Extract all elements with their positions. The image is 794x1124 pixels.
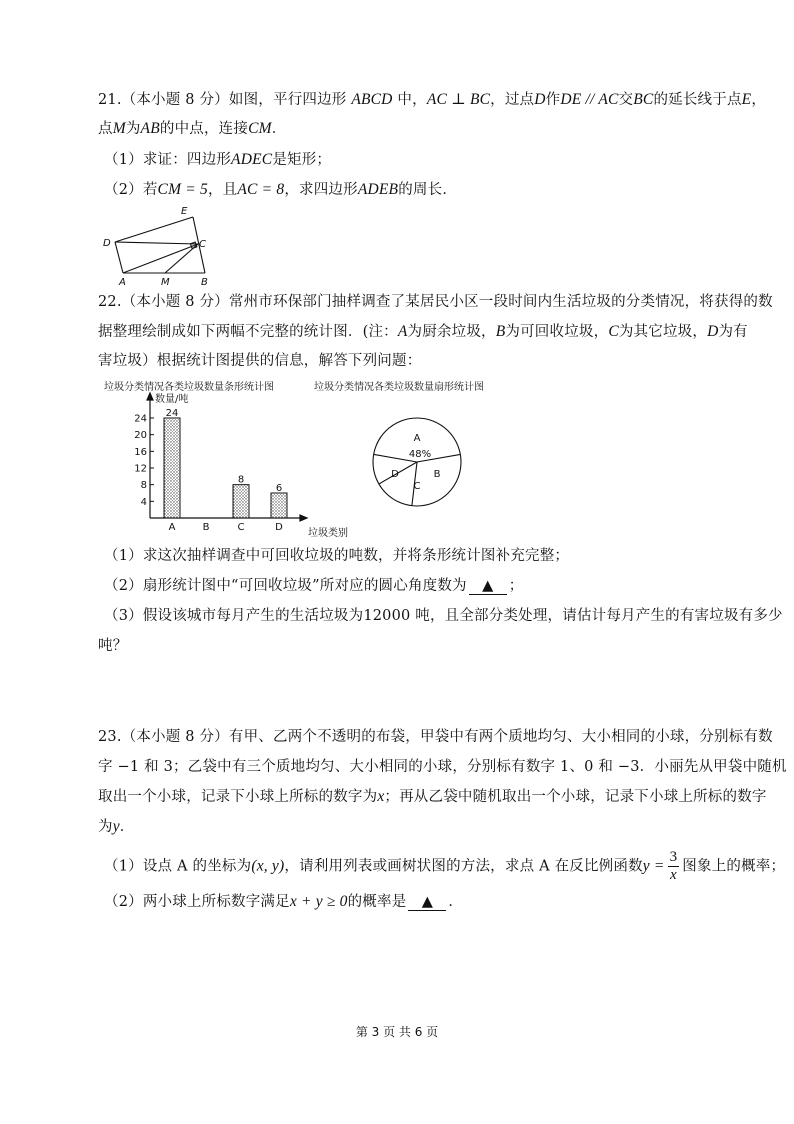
q22-part-3: （3）假设该城市每月产生的生活垃圾为12000 吨，且全部分类处理，请估计每月产生的有害垃圾有多少 bbox=[104, 608, 783, 624]
answer-blank: ▲ bbox=[408, 895, 446, 911]
parallelogram-figure bbox=[95, 203, 225, 288]
segment-da bbox=[115, 242, 123, 273]
q21-line-2: 点M为AB的中点，连接CM． bbox=[98, 120, 287, 137]
q22-part-3-cont: 吨？ bbox=[98, 638, 128, 654]
q22-line-2: 据整理绘制成如下两幅不完整的统计图．(注：A为厨余垃圾，B为可回收垃圾，C为其它垃圾，D为有 bbox=[98, 323, 748, 340]
q23-line-2: 字 −1 和 3；乙袋中有三个质地均匀、大小相同的小球，分别标有数字 1、0 和 −3．小丽先从甲袋中随机 bbox=[98, 759, 787, 775]
x-tick-label: B bbox=[202, 522, 210, 533]
label-e: E bbox=[181, 206, 188, 217]
bar-chart-caption: 垃圾分类情况各类垃圾数量条形统计图 bbox=[104, 382, 274, 393]
bar-chart-ylabel: 数量/吨 bbox=[155, 394, 189, 405]
bar-chart-xlabel: 垃圾类别 bbox=[308, 528, 348, 539]
bar-chart bbox=[110, 390, 380, 540]
bar-value-label: 6 bbox=[275, 483, 283, 494]
label-c: C bbox=[199, 239, 206, 250]
pie-label-B: B bbox=[433, 469, 441, 480]
label-d: D bbox=[103, 238, 111, 249]
y-tick-label: 24 bbox=[134, 413, 147, 425]
q23-part-2: （2）两小球上所标数字满足x + y ≥ 0的概率是 ▲ ． bbox=[104, 893, 464, 910]
segment-dc bbox=[115, 242, 198, 244]
pie-chart-caption: 垃圾分类情况各类垃圾数量扇形统计图 bbox=[314, 382, 484, 393]
pie-label-A: A bbox=[413, 433, 421, 444]
y-tick-label: 8 bbox=[140, 480, 147, 492]
label-m: M bbox=[161, 277, 170, 288]
y-tick-label: 12 bbox=[134, 463, 147, 475]
q22-line-3: 害垃圾）根据统计图提供的信息，解答下列问题： bbox=[98, 353, 422, 369]
bar-value-label: 8 bbox=[237, 474, 245, 486]
x-tick-label: D bbox=[275, 522, 283, 533]
pie-chart bbox=[370, 405, 470, 520]
q23-line-1: 23.（本小题 8 分）有甲、乙两个不透明的布袋，甲袋中有两个质地均匀、大小相同的小球，分别标有数 bbox=[98, 729, 773, 745]
q22-line-1: 22.（本小题 8 分）常州市环保部门抽样调查了某居民小区一段时间内生活垃圾的分类情况，将获得的数 bbox=[98, 294, 773, 310]
answer-blank: ▲ bbox=[469, 579, 507, 595]
x-axis-arrow bbox=[300, 515, 307, 521]
bar-A bbox=[164, 418, 180, 518]
fraction-3-over-x: $\frac{3}{x}$ bbox=[669, 849, 678, 883]
label-a: A bbox=[119, 277, 126, 288]
q21-part-1: （1）求证：四边形ADEC是矩形； bbox=[104, 151, 332, 168]
y-tick-label: 16 bbox=[134, 446, 147, 458]
segment-ac bbox=[123, 244, 198, 273]
q23-part-1: （1）设点 A 的坐标为(x, y)，请利用列表或画树状图的方法，求点 A 在反比例函数y = $\frac{3}{x}$ 图象上的概率； bbox=[104, 849, 786, 883]
q21-line-1: 21.（本小题 8 分）如图，平行四边形 ABCD 中，AC ⊥ BC，过点D作DE // AC交BC的延长线于点E， bbox=[98, 91, 767, 108]
pie-percent-label: 48% bbox=[408, 449, 432, 460]
bar-D bbox=[271, 493, 287, 518]
x-tick-label: A bbox=[168, 522, 176, 533]
label-b: B bbox=[201, 277, 208, 288]
bar-C bbox=[233, 485, 249, 518]
q22-part-2: （2）扇形统计图中“可回收垃圾”所对应的圆心角度数为 ▲ ； bbox=[104, 578, 524, 594]
q22-part-1: （1）求这次抽样调查中可回收垃圾的吨数，并将条形统计图补充完整； bbox=[104, 548, 570, 564]
pie-label-C: C bbox=[413, 481, 421, 492]
page-footer: 第 3 页 共 6 页 bbox=[355, 1025, 439, 1039]
y-tick-label: 4 bbox=[140, 496, 147, 508]
q23-line-4: 为y． bbox=[98, 818, 135, 835]
x-tick-label: C bbox=[237, 522, 245, 533]
q23-line-3: 取出一个小球，记录下小球上所标的数字为x；再从乙袋中随机取出一个小球，记录下小球上所标的数字 bbox=[98, 788, 767, 805]
bar-value-label: 24 bbox=[165, 408, 179, 419]
segment-de bbox=[115, 217, 193, 242]
q21-part-2: （2）若CM = 5，且AC = 8，求四边形ADEB的周长． bbox=[104, 181, 458, 198]
y-tick-label: 20 bbox=[134, 430, 147, 442]
pie-label-D: D bbox=[391, 469, 399, 480]
y-axis-arrow bbox=[147, 393, 153, 400]
